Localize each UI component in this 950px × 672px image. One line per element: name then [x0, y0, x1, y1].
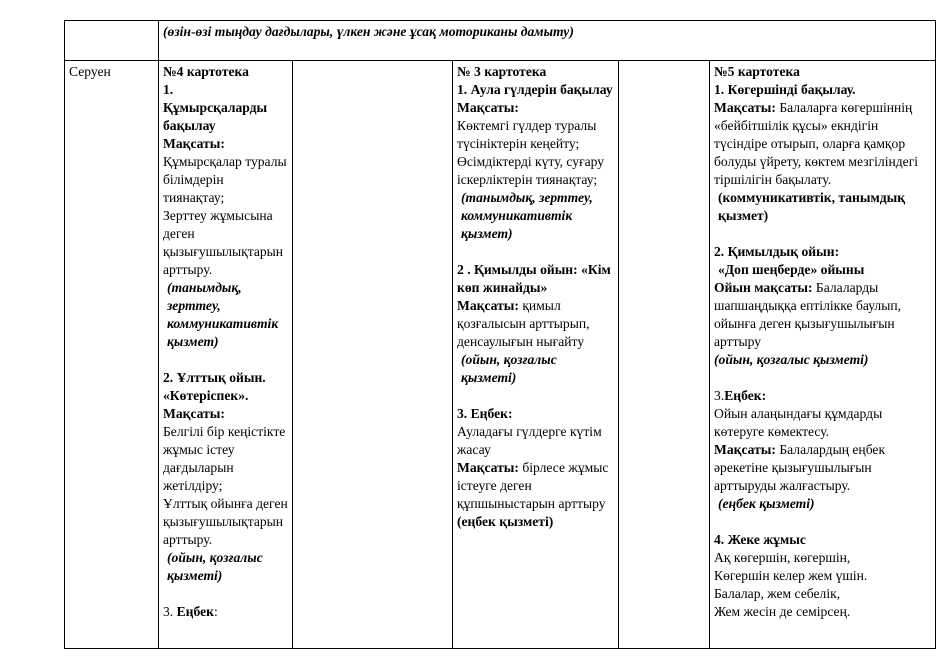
- card-4-item2-text2: Ұлттық ойынға деген қызығушылықтарын арттыру.: [163, 496, 288, 547]
- empty-cell: [619, 61, 710, 649]
- plan-table: [64, 20, 936, 649]
- spacer: [163, 585, 288, 603]
- card-5-item3-goal: [714, 441, 931, 495]
- card-4-activity2: (ойын, қозғалыс қызметі): [167, 550, 263, 583]
- card-5-item3-num: 3.: [714, 388, 725, 403]
- card-3-item3-text: Ауладағы гүлдерге күтім жасау: [457, 424, 602, 457]
- card-5-item2-goal: [714, 279, 931, 351]
- card-4-item3-num: 3.: [163, 604, 174, 619]
- card-4-item2-text1: Белгілі бір кеңістікте жұмыс істеу дағдыларын жетілдіру;: [163, 424, 286, 493]
- card-3-activity3: (еңбек қызметі): [457, 514, 554, 529]
- card-3-item3-goal: [457, 459, 614, 531]
- card-3-item2-goal-label: Мақсаты:: [457, 298, 519, 313]
- card-5-item2-goal-text: Балаларды шапшаңдыққа ептілікке баулып, ойынға деген қызығушылығын арттыру: [714, 280, 901, 349]
- empty-cell: [293, 61, 453, 649]
- card-5-goal: [714, 99, 931, 189]
- spacer: [714, 513, 931, 531]
- table-row: [65, 21, 936, 61]
- card-5-activity2: (ойын, қозғалыс қызметі): [714, 352, 869, 367]
- card-5-item3-text: Ойын алаңындағы құмдарды көтеруге көмектесу.: [714, 406, 883, 439]
- card-5-item2-title: 2. Қимылдық ойын:: [714, 244, 840, 259]
- poem-line: Балалар, жем себелік,: [714, 586, 841, 601]
- card-4-goal-label: Мақсаты:: [163, 136, 225, 151]
- card-4-activity1: (танымдық, зерттеу, коммуникативтік қызмет): [167, 280, 279, 349]
- card-3-activity1: (танымдық, зерттеу, коммуникативтік қызмет): [461, 190, 593, 241]
- table-cell: [159, 21, 936, 61]
- card-5-item3-goal-label: Мақсаты:: [714, 442, 776, 457]
- poem-line: Көгершін келер жем үшін.: [714, 568, 868, 583]
- card-4-item2-goal-label: Мақсаты:: [163, 406, 225, 421]
- card-5-item3-title: Еңбек:: [724, 388, 767, 403]
- card-5-activity3: (еңбек қызметі): [718, 496, 815, 511]
- spacer: [457, 243, 614, 261]
- card-5-item4-title: 4. Жеке жұмыс: [714, 532, 806, 547]
- card-3-item3-title: 3. Еңбек:: [457, 406, 513, 421]
- card-4-item3-title: Еңбек: [176, 604, 214, 619]
- card-4-cell: [159, 61, 293, 649]
- card-3-item2-goal: [457, 297, 614, 351]
- card-3-cell: [453, 61, 619, 649]
- card-4-item2-title: 2. Ұлттық ойын. «Көтеріспек».: [163, 370, 266, 403]
- card-5-cell: [710, 61, 936, 649]
- spacer: [163, 351, 288, 369]
- card-5-goal-label: Мақсаты:: [714, 100, 776, 115]
- card-5-item2-goal-label: Ойын мақсаты:: [714, 280, 813, 295]
- card-4-item3: [163, 603, 288, 621]
- card-4-title: №4 картотека: [163, 64, 249, 79]
- table-row: [65, 61, 936, 649]
- poem-line: Ақ көгершін, көгершін,: [714, 550, 851, 565]
- card-5-item2-game: «Доп шеңберде» ойыны: [718, 262, 865, 277]
- card-3-goal-text1: Көктемгі гүлдер туралы түсініктерін кеңейту;: [457, 118, 597, 151]
- card-5-item3: [714, 387, 931, 405]
- card-4-goal-text1: Құмырсқалар туралы білімдерін тиянақтау;: [163, 154, 287, 205]
- card-3-title: № 3 картотека: [457, 64, 547, 79]
- card-5-activity1: (коммуникативтік, танымдық қызмет): [718, 190, 906, 223]
- card-4-goal-text2: Зерттеу жұмысына деген қызығушылықтарын арттыру.: [163, 208, 284, 277]
- card-3-item2-title: 2 . Қимылды ойын: «Кім көп жинайды»: [457, 262, 611, 295]
- card-5-goal-text: Балаларға көгершіннің «бейбітшілік құсы» екндігін түсіндіре отырып, оларға қамқор болуды үйрету, көктем мезгіліндегі тіршілігін бақылату.: [714, 100, 919, 187]
- card-5-title: №5 картотека: [714, 64, 800, 79]
- card-5-item3-goal-text: Балалардың еңбек әрекетіне қызығушылығын арттыруды жалғастыру.: [714, 442, 886, 493]
- card-3-activity2: (ойын, қозғалыс қызметі): [461, 352, 557, 385]
- card-4-item1-title: Құмырсқаларды бақылау: [163, 100, 268, 133]
- row-label-cell: [65, 61, 159, 649]
- row-label: Серуен: [69, 64, 111, 79]
- card-3-item3-goal-label: Мақсаты:: [457, 460, 519, 475]
- card-3-item2-goal-text: қимыл қозғалысын арттырып, денсаулығын нығайту: [457, 298, 590, 349]
- spacer: [714, 225, 931, 243]
- card-3-goal-label: Мақсаты:: [457, 100, 519, 115]
- top-row-text: (өзін-өзі тыңдау дағдылары, үлкен және ұсақ моториканы дамыту): [163, 24, 574, 39]
- card-5-item1-title: 1. Көгершінді бақылау.: [714, 82, 856, 97]
- card-4-item1-num: 1.: [163, 82, 174, 97]
- spacer: [714, 369, 931, 387]
- card-3-item1-title: 1. Аула гүлдерін бақылау: [457, 82, 613, 97]
- card-3-item3-goal-text: бірлесе жұмыс істеуге деген құпшыныстарын арттыру: [457, 460, 609, 511]
- poem-line: Жем жесін де семірсең.: [714, 604, 851, 619]
- card-3-goal-text2: Өсімдіктерді күту, суғару іскерліктерін тиянақтау;: [457, 154, 605, 187]
- card-4-item3-colon: :: [214, 604, 218, 619]
- spacer: [457, 387, 614, 405]
- table-cell: [65, 21, 159, 61]
